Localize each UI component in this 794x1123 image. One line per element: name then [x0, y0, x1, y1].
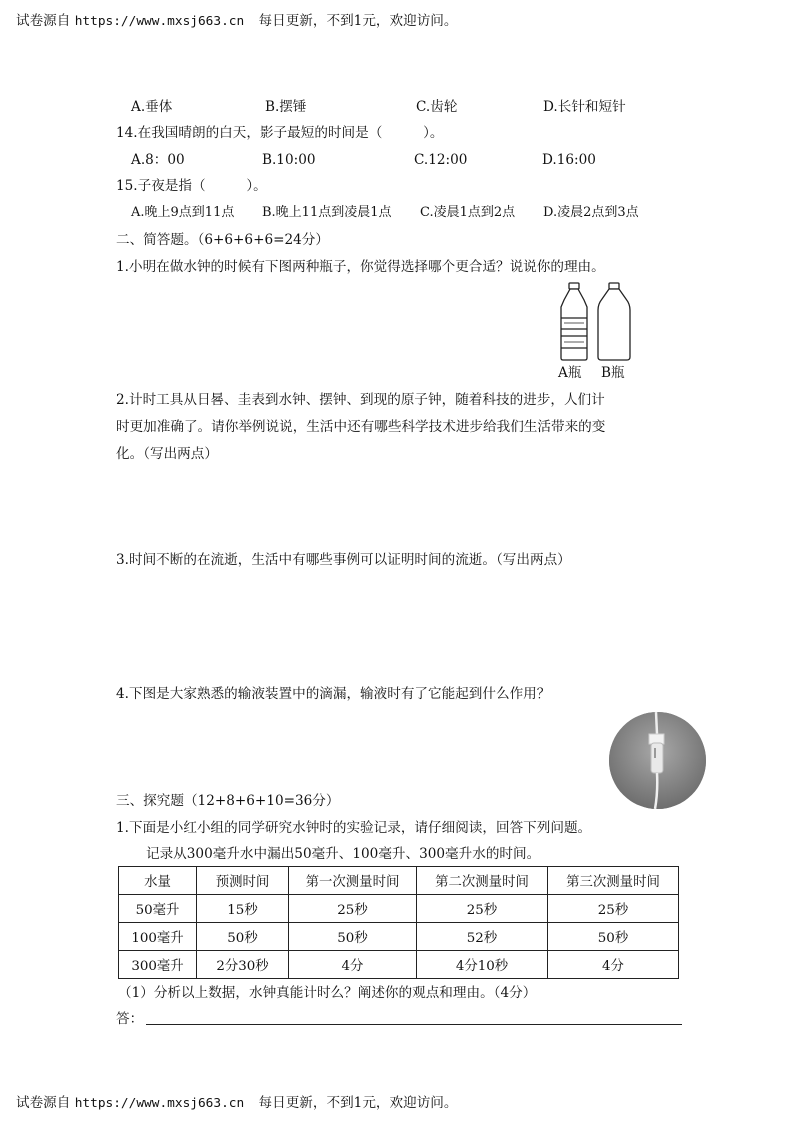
bottle-a-icon [561, 283, 587, 360]
q13-option-d: D.长针和短针 [543, 99, 626, 115]
footer-url[interactable]: https://www.mxsj663.cn [74, 1096, 245, 1111]
q15-option-c: C.凌晨1点到2点 [420, 205, 516, 220]
table-cell: 25秒 [417, 895, 548, 923]
drip-chamber-icon [609, 712, 706, 809]
bottle-b-label: B瓶 [601, 365, 625, 381]
header-source-label: 试卷源自 [16, 13, 71, 29]
section2-q2-line-3: 化。（写出两点） [116, 446, 218, 462]
table-cell: 25秒 [548, 895, 679, 923]
table-cell: 100毫升 [119, 923, 197, 951]
section2-title: 二、简答题。（6+6+6+6=24分） [116, 232, 329, 248]
table-header-cell: 预测时间 [197, 867, 289, 895]
answer-label: 答： [116, 1011, 144, 1027]
table-row [119, 951, 679, 979]
section3-q1: 1.下面是小红小组的同学研究水钟时的实验记录，请仔细阅读，回答下列问题。 [116, 820, 592, 836]
section3-title: 三、探究题（12+8+6+10=36分） [116, 793, 340, 809]
q14-option-a: A.8：00 [131, 152, 185, 168]
table-cell: 50秒 [548, 923, 679, 951]
table-cell: 50秒 [197, 923, 289, 951]
q14-option-c: C.12:00 [414, 152, 468, 168]
header-url[interactable]: https://www.mxsj663.cn [74, 14, 245, 29]
page-header [16, 13, 458, 29]
bottle-b-icon [598, 283, 630, 360]
table-header-cell: 水量 [119, 867, 197, 895]
q14-option-b: B.10:00 [262, 152, 316, 168]
table-header-cell: 第一次测量时间 [289, 867, 417, 895]
table-row [119, 923, 679, 951]
section2-q2-line-2: 时更加准确了。请你举例说说，生活中还有哪些科学技术进步给我们生活带来的变 [116, 419, 606, 435]
table-row [119, 895, 679, 923]
table-header-row [119, 867, 679, 895]
q14-stem: 14.在我国晴朗的白天，影子最短的时间是（ ）。 [116, 125, 444, 141]
table-cell: 50秒 [289, 923, 417, 951]
q14-option-d: D.16:00 [542, 152, 596, 168]
drip-chamber-photo [609, 712, 706, 809]
section2-q3: 3.时间不断的在流逝，生活中有哪些事例可以证明时间的流逝。（写出两点） [116, 552, 571, 568]
section2-q2-line-1: 2.计时工具从日晷、圭表到水钟、摆钟、到现的原子钟，随着科技的进步，人们计 [116, 392, 605, 408]
table-header-cell: 第三次测量时间 [548, 867, 679, 895]
answer-line[interactable] [146, 1024, 682, 1025]
q13-option-a: A.垂体 [131, 99, 173, 115]
table-cell: 52秒 [417, 923, 548, 951]
footer-notice: 每日更新，不到1元，欢迎访问。 [258, 1095, 458, 1111]
q15-option-a: A.晚上9点到11点 [131, 205, 235, 220]
table-cell: 50毫升 [119, 895, 197, 923]
section2-q1: 1.小明在做水钟的时候有下图两种瓶子，你觉得选择哪个更合适？说说你的理由。 [116, 259, 605, 275]
footer-source-label: 试卷源自 [16, 1095, 71, 1111]
bottle-a-label: A瓶 [558, 365, 582, 381]
table-cell: 300毫升 [119, 951, 197, 979]
table-header-cell: 第二次测量时间 [417, 867, 548, 895]
q13-option-c: C.齿轮 [416, 99, 458, 115]
table-cell: 2分30秒 [197, 951, 289, 979]
q15-option-d: D.凌晨2点到3点 [543, 205, 639, 220]
table-cell: 4分 [548, 951, 679, 979]
q13-option-b: B.摆锤 [265, 99, 307, 115]
section2-q4: 4.下图是大家熟悉的输液装置中的滴漏，输液时有了它能起到什么作用？ [116, 686, 551, 702]
table-cell: 4分 [289, 951, 417, 979]
bottles-illustration [552, 280, 636, 362]
table-cell: 15秒 [197, 895, 289, 923]
header-notice: 每日更新，不到1元，欢迎访问。 [258, 13, 458, 29]
section3-intro: 记录从300毫升水中漏出50毫升、100毫升、300毫升水的时间。 [146, 846, 541, 862]
q15-option-b: B.晚上11点到凌晨1点 [262, 205, 392, 220]
table-cell: 25秒 [289, 895, 417, 923]
q15-stem: 15.子夜是指（ ）。 [116, 178, 267, 194]
table-cell: 4分10秒 [417, 951, 548, 979]
section3-sub1: （1）分析以上数据，水钟真能计时么？阐述你的观点和理由。（4分） [118, 985, 537, 1001]
page-footer [16, 1095, 458, 1111]
experiment-record-table [118, 866, 679, 979]
